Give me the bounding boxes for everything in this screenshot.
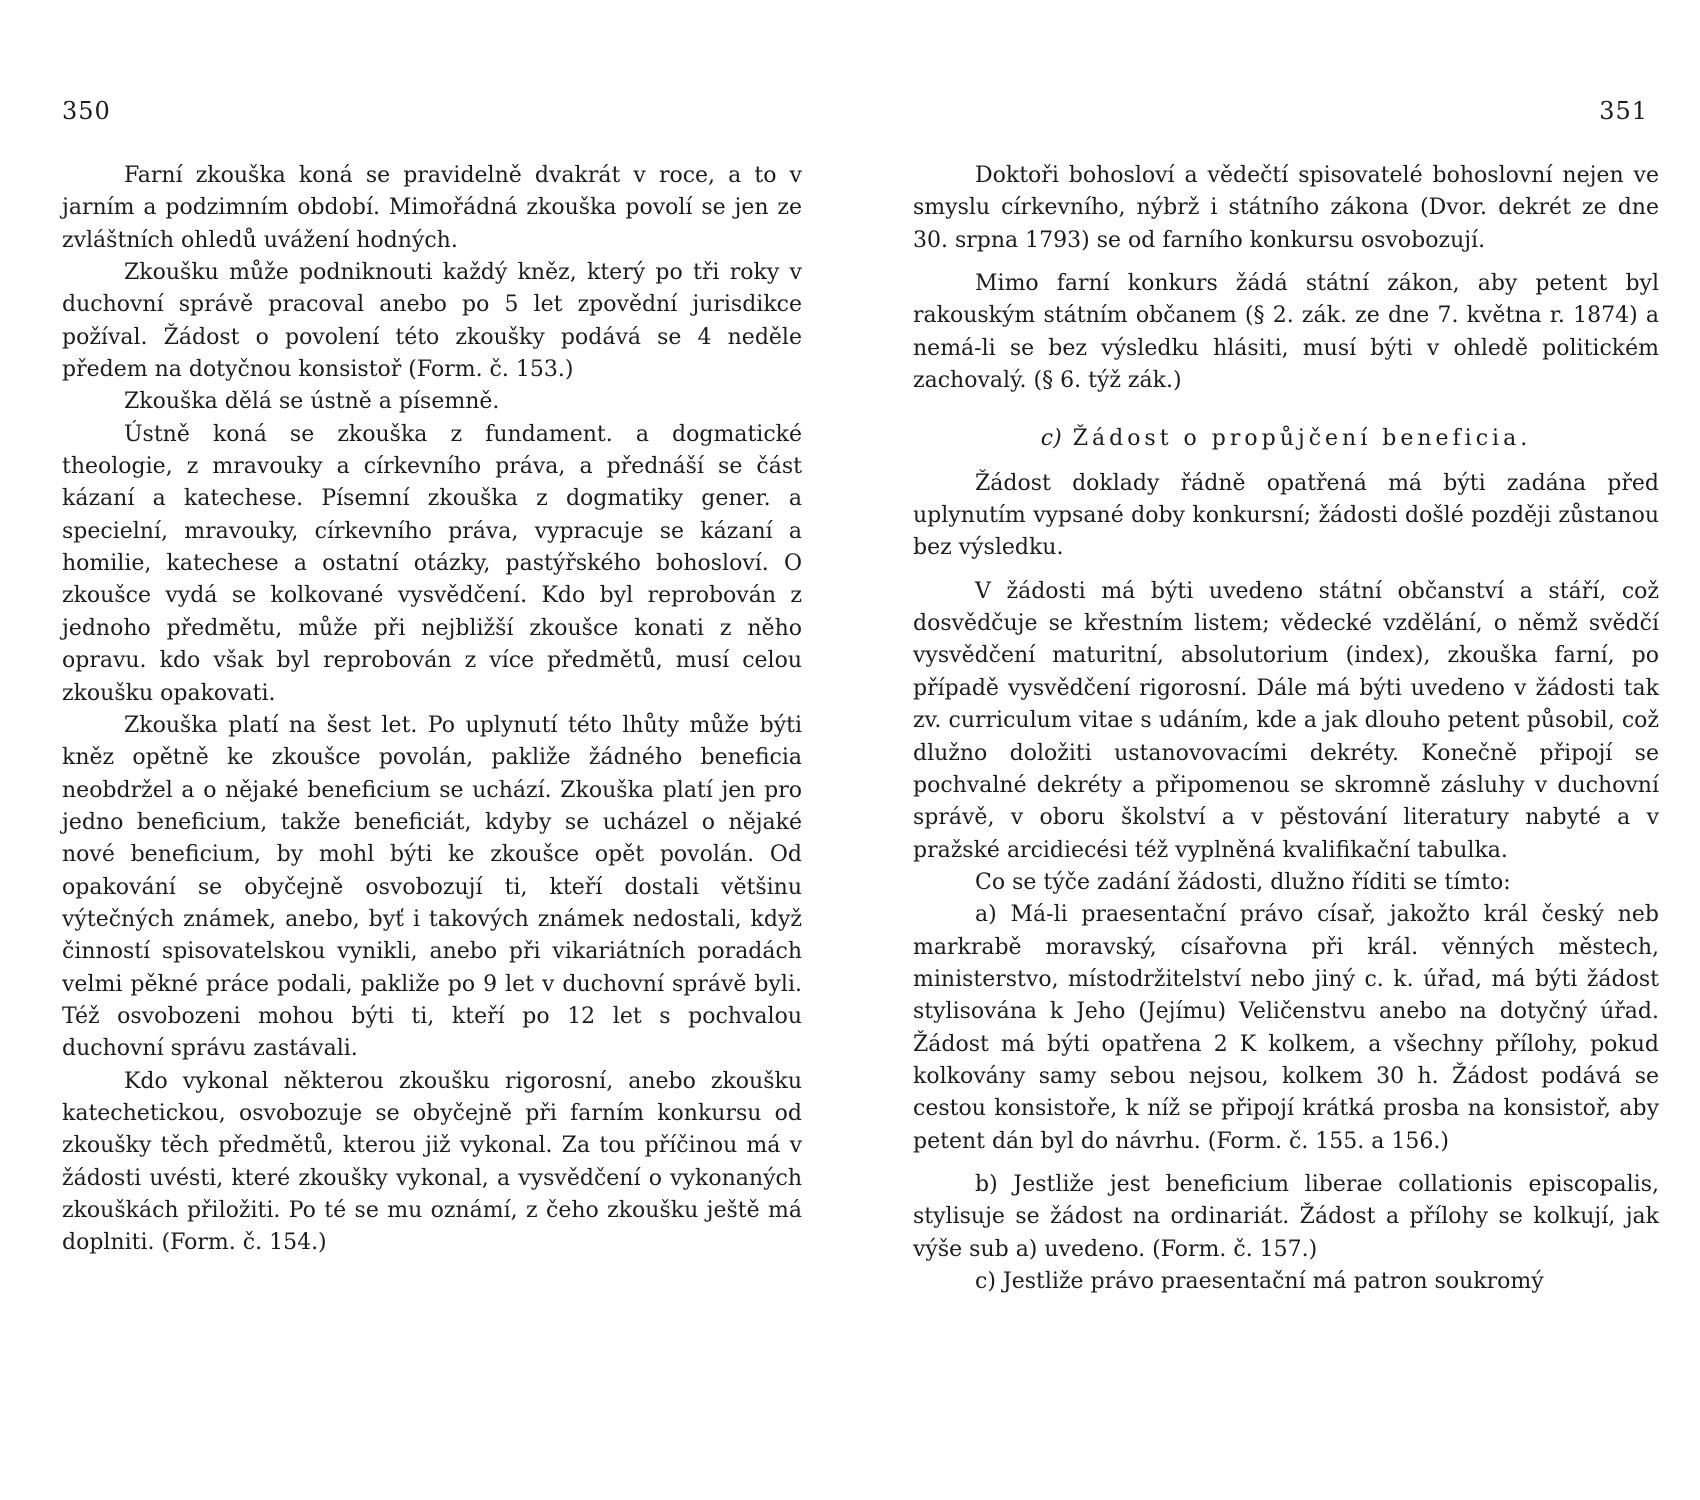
paragraph: Zkoušku může podniknouti každý kněz, který po tři roky v duchovní správě pracoval anebo po 5 let zpovědní jurisdikce požíval. Žádost o povolení této zkoušky podává se 4 neděle předem na dotyčnou konsistoř (Form. č. 153.) xyxy=(62,260,802,383)
paragraph: Žádost doklady řádně opatřená má býti zadána před uplynutím vypsané doby konkursní; žádosti došlé později zůstanou bez výsledku. xyxy=(913,470,1659,561)
paragraph: Zkouška dělá se ústně a písemně. xyxy=(124,389,500,415)
right-page xyxy=(850,0,1700,1500)
paragraph: Doktoři bohosloví a vědečtí spisovatelé bohoslovní nejen ve smyslu církevního, nýbrž i státního zákona (Dvor. dekrét ze dne 30. srpna 1793) se od farního konkursu osvobozují. xyxy=(913,163,1659,253)
paragraph: Zkouška platí na šest let. Po uplynutí této lhůty může býti kněz opětně ke zkoušce povolán, pakliže žádného beneficia neobdržel a o nějaké beneficium se uchází. Zkouška platí jen pro jedno beneficium, takže beneficiát, kdyby se ucházel o nějaké nové beneficium, by mohl býti ke zkoušce opět povolán. Od opakování se obyčejně osvobozují ti, kteří dostali většinu výtečných známek, anebo, byť i takových známek nedostali, když činností spisovatelskou vynikli, anebo při vikariátních poradách velmi pěkné práce podali, pakliže po 9 let v duchovní správě byli. Též osvobozeni mohou býti ti, kteří po 12 let s pochvalou duchovní správu zastávali. xyxy=(62,712,802,1062)
paragraph: Farní zkouška koná se pravidelně dvakrát v roce, a to v jarním a podzimním období. Mimořádná zkouška povolí se jen ze zvláštních ohledů uvážení hodných. xyxy=(62,163,802,253)
page-number: 351 xyxy=(1599,97,1648,125)
section-heading-label: c) xyxy=(1040,426,1062,452)
paragraph: Co se týče zadání žádosti, dlužno říditi se tímto: xyxy=(975,869,1511,895)
paragraph: Kdo vykonal některou zkoušku rigorosní, anebo zkoušku katechetickou, osvobozuje se obyčejně při farním konkursu od zkoušky těch předmětů, kterou již vykonal. Za tou příčinou má v žádosti uvésti, které zkoušky vykonal, a vysvědčení o vykonaných zkouškách přiložiti. Po té se mu oznámí, z čeho zkoušku ještě má doplniti. (Form. č. 154.) xyxy=(62,1068,802,1256)
paragraph: V žádosti má býti uvedeno státní občanství a stáří, což dosvědčuje se křestním listem; vědecké vzdělání, o němž svědčí vysvědčení maturitní, absolutorium (index), zkouška farní, po případě vysvědčení rigorosní. Dále má býti uvedeno v žádosti tak zv. curriculum vitae s udáním, kde a jak dlouho petent působil, což dlužno doložiti ustanovovacími dekréty. Konečně připojí se pochvalné dekréty a připomenou se skromně zásluhy v duchovní správě, v oboru školství a v pěstování literatury nabyté a v pražské arcidiecési též vyplněná kvalifikační tabulka. xyxy=(913,578,1659,863)
page-number: 350 xyxy=(62,97,111,125)
paragraph: a) Má-li praesentační právo císař, jakožto král český neb markrabě moravský, císařovna při král. věnných městech, ministerstvo, místodržitelství nebo jiný c. k. úřad, má býti žádost stylisována k Jeho (Jejímu) Veličenstvu anebo na dotyčný úřad. Žádost má býti opatřena 2 K kolkem, a všechny přílohy, pokud kolkovány samy sebou nejsou, kolkem 30 h. Žádost podává se cestou konsistoře, k níž se připojí krátká prosba na konsistoř, aby petent dán byl do návrhu. (Form. č. 155. a 156.) xyxy=(913,902,1659,1154)
text-column xyxy=(913,160,1659,1298)
paragraph: Mimo farní konkurs žádá státní zákon, aby petent byl rakouským státním občanem (§ 2. zák. ze dne 7. května r. 1874) a nemá-li se bez výsledku hlásiti, musí býti v ohledě politickém zachovalý. (§ 6. týž zák.) xyxy=(913,271,1659,394)
paragraph: Ústně koná se zkouška z fundament. a dogmatické theologie, z mravouky a církevního práva, a přednáší se část kázaní a katechese. Písemní zkouška z dogmatiky gener. a specielní, mravouky, církevního práva, vypracuje se kázaní a homilie, katechese a ostatní otázky, pastýřského bohosloví. O zkoušce vydá se kolkované vysvědčení. Kdo byl reprobován z jednoho předmětu, může při nejbližší zkoušce konati z něho opravu. kdo však byl reprobován z více předmětů, musí celou zkoušku opakovati. xyxy=(62,421,802,706)
section-heading xyxy=(913,423,1659,455)
paragraph: b) Jestliže jest beneficium liberae collationis episcopalis, stylisuje se žádost na ordinariát. Žádost a přílohy se kolkují, jak výše sub a) uvedeno. (Form. č. 157.) xyxy=(913,1171,1659,1262)
paragraph: c) Jestliže právo praesentační má patron soukromý xyxy=(975,1269,1544,1294)
text-column xyxy=(62,160,802,1260)
section-heading-text: Žádost o propůjčení beneficia. xyxy=(1072,426,1532,452)
